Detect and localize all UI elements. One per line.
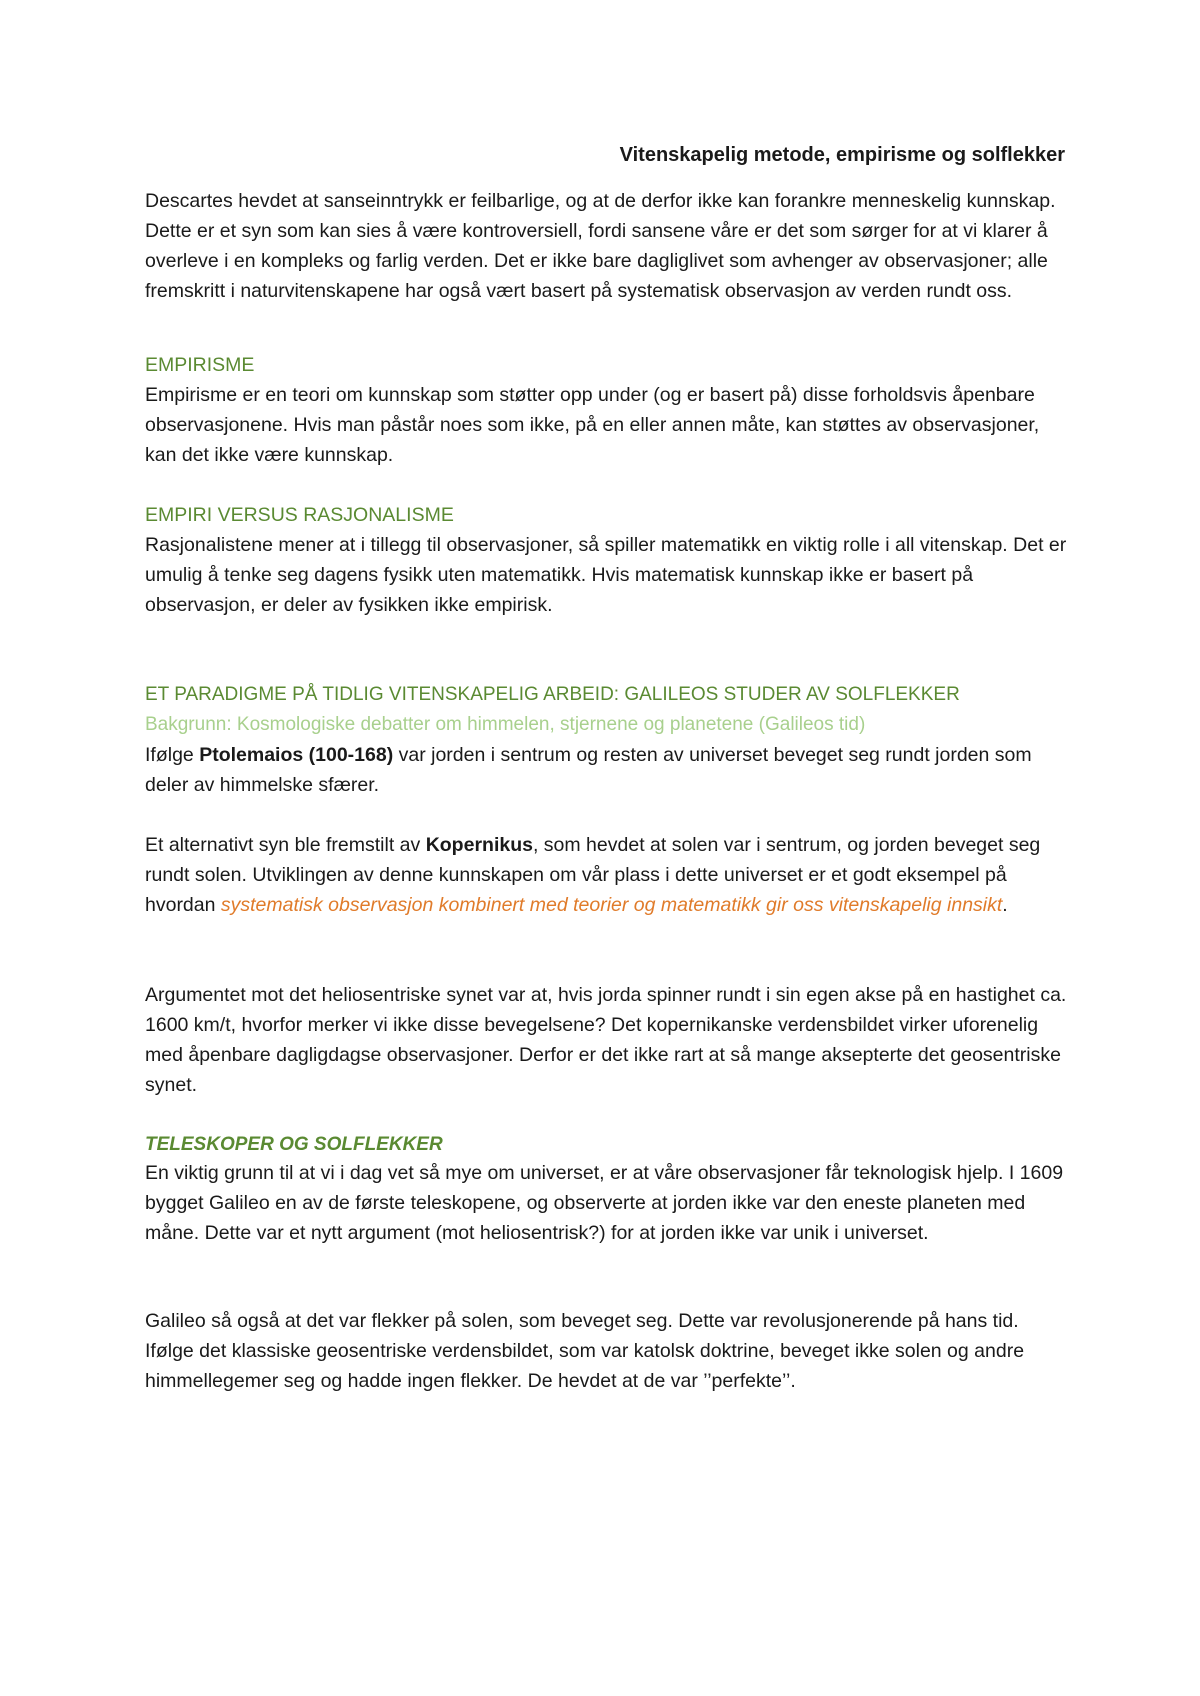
kopernikus-paragraph xyxy=(145,830,1070,920)
kopernikus-name: Kopernikus xyxy=(425,834,533,856)
heliosentrisk-paragraph: Argumentet mot det heliosentriske synet var at, hvis jorda spinner rundt i sin egen akse på en hastighet ca. 1600 km/t, hvorfor merker vi ikke disse bevegelsene? Det kopernikanske verdensbildet virker uforenelig med åpenbare dagligdagse observasjoner. Derfor er det ikke rart at så mange aksepterte det geosentriske synet. xyxy=(145,984,1067,1096)
kopernikus-text-mid: , som hevdet at solen var i sentrum, og jorden beveget seg rundt solen. Utviklingen av denne kunnskapen om vår plass i dette universet er et godt eksempel på hvordan xyxy=(145,834,1041,916)
section-heading-rasjonalisme: EMPIRI VERSUS RASJONALISME xyxy=(145,504,454,526)
ptolemaios-name: Ptolemaios (100-168) xyxy=(199,744,394,766)
teleskoper-paragraph-2: Galileo så også at det var flekker på solen, som beveget seg. Dette var revolusjonerende på hans tid. Ifølge det klassiske geosentriske verdensbildet, som var katolsk doktrine, beveget ikke solen og andre himmellegemer seg og hadde ingen flekker. De hevdet at de var ’’perfekte’’. xyxy=(145,1310,1025,1392)
kopernikus-text-end: . xyxy=(1002,894,1008,916)
kopernikus-text-pre: Et alternativt syn ble fremstilt av xyxy=(145,834,426,856)
section-subheading-bakgrunn: Bakgrunn: Kosmologiske debatter om himmelen, stjernene og planetene (Galileos tid) xyxy=(145,714,866,735)
section-heading-teleskoper: TELESKOPER OG SOLFLEKKER xyxy=(145,1134,443,1155)
document-title: Vitenskapelig metode, empirisme og solflekker xyxy=(619,144,1065,166)
rasjonalisme-paragraph: Rasjonalistene mener at i tillegg til observasjoner, så spiller matematikk en viktig rolle i all vitenskap. Det er umulig å tenke seg dagens fysikk uten matematikk. Hvis matematisk kunnskap ikke er basert på observasjon, er deler av fysikken ikke empirisk. xyxy=(145,534,1067,616)
ptolemaios-text-pre: Ifølge xyxy=(145,744,200,766)
teleskoper-paragraph-1: En viktig grunn til at vi i dag vet så mye om universet, er at våre observasjoner får teknologisk hjelp. I 1609 bygget Galileo en av de første teleskopene, og observerte at jorden ikke var den eneste planeten med måne. Dette var et nytt argument (mot heliosentrisk?) for at jorden ikke var unik i universet. xyxy=(145,1162,1064,1244)
ptolemaios-text-post: var jorden i sentrum og resten av universet beveget seg rundt jorden som deler av himmelske sfærer. xyxy=(145,744,1032,796)
empirisme-paragraph: Empirisme er en teori om kunnskap som støtter opp under (og er basert på) disse forholdsvis åpenbare observasjonene. Hvis man påstår noes som ikke, på en eller annen måte, kan støttes av observasjoner, kan det ikke være kunnskap. xyxy=(145,384,1040,466)
kopernikus-highlight: systematisk observasjon kombinert med teorier og matematikk gir oss vitenskapelig innsikt xyxy=(220,894,1003,916)
intro-paragraph: Descartes hevdet at sanseinntrykk er feilbarlige, og at de derfor ikke kan forankre menneskelig kunnskap. Dette er et syn som kan sies å være kontroversiell, fordi sansene våre er det som sørger for at vi klarer å overleve i en kompleks og farlig verden. Det er ikke bare dagliglivet som avhenger av observasjoner; alle fremskritt i naturvitenskapene har også vært basert på systematisk observasjon av verden rundt oss. xyxy=(145,190,1056,302)
ptolemaios-paragraph xyxy=(145,740,1070,800)
section-heading-empirisme: EMPIRISME xyxy=(145,354,255,376)
section-heading-paradigme: ET PARADIGME PÅ TIDLIG VITENSKAPELIG ARBEID: GALILEOS STUDER AV SOLFLEKKER xyxy=(145,684,960,705)
